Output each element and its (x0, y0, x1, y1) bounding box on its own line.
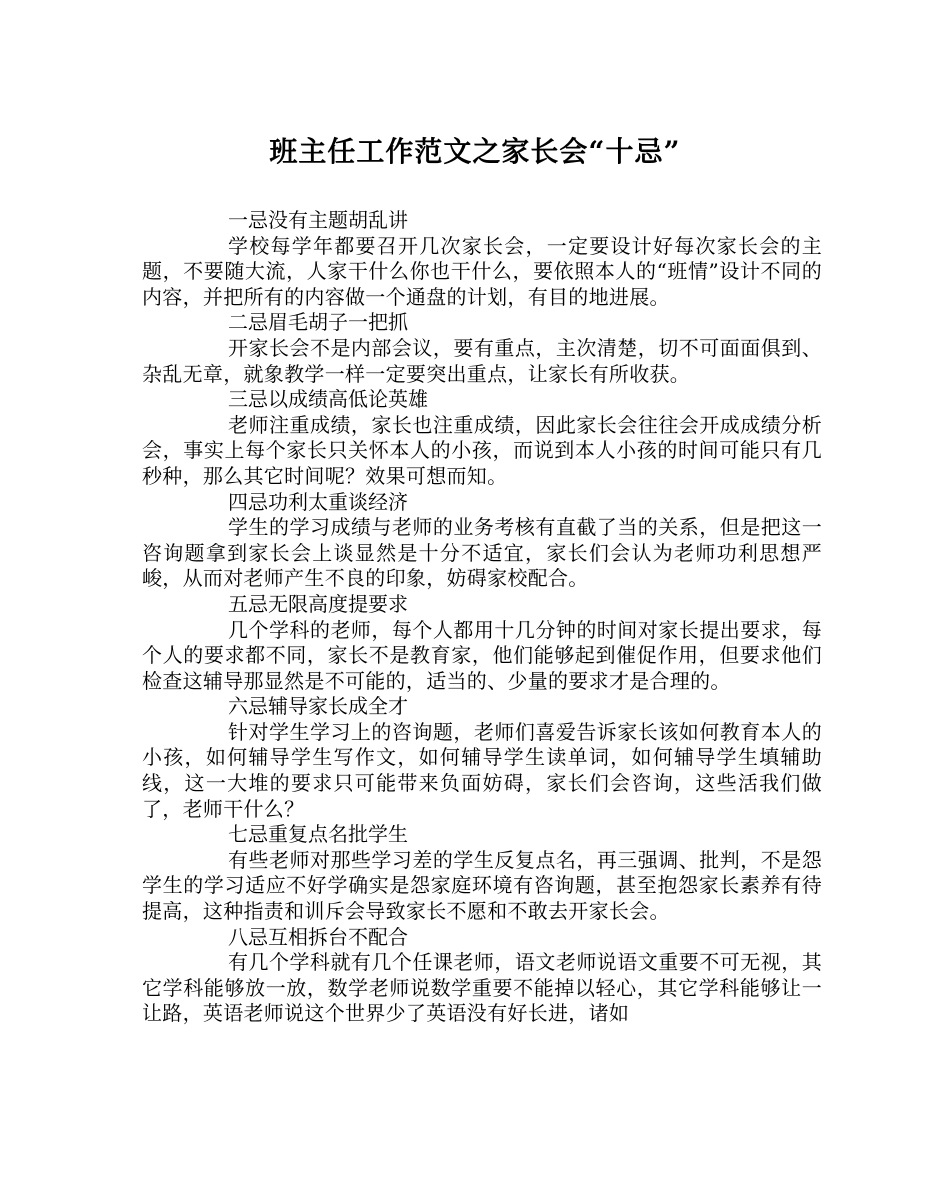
section-paragraph: 开家长会不是内部会议，要有重点，主次清楚，切不可面面俱到、杂乱无章，就象教学一样一定要突出重点，让家长有所收获。 (142, 335, 822, 386)
section-paragraph: 老师注重成绩，家长也注重成绩，因此家长会往往会开成成绩分析会，事实上每个家长只关怀本人的小孩，而说到本人小孩的时间可能只有几秒种，那么其它时间呢？效果可想而知。 (142, 412, 822, 488)
section-heading: 八忌互相拆台不配合 (228, 924, 408, 949)
section-paragraph: 学校每学年都要召开几次家长会，一定要设计好每次家长会的主题，不要随大流，人家干什么你也干什么，要依照本人的“班情”设计不同的内容，并把所有的内容做一个通盘的计划，有目的地进展。 (142, 233, 822, 309)
section-heading: 二忌眉毛胡子一把抓 (228, 310, 408, 335)
section-heading: 六忌辅导家长成全才 (228, 694, 408, 719)
section-paragraph: 学生的学习成绩与老师的业务考核有直截了当的关系，但是把这一咨询题拿到家长会上谈显然是十分不适宜，家长们会认为老师功利思想严峻，从而对老师产生不良的印象，妨碍家校配合。 (142, 515, 822, 591)
section-heading: 四忌功利太重谈经济 (228, 489, 408, 514)
section-paragraph: 有些老师对那些学习差的学生反复点名，再三强调、批判，不是怨学生的学习适应不好学确实是怨家庭环境有咨询题，甚至抱怨家长素养有待提高，这种指责和训斥会导致家长不愿和不敢去开家长会。 (142, 847, 822, 924)
section-heading: 五忌无限高度提要求 (228, 591, 408, 616)
section-paragraph: 几个学科的老师，每个人都用十几分钟的时间对家长提出要求，每个人的要求都不同，家长不是教育家，他们能够起到催促作用，但要求他们检查这辅导那显然是不可能的，适当的、少量的要求才是合理的。 (142, 617, 822, 693)
document-title: 班主任工作范文之家长会“十忌” (269, 135, 681, 168)
section-heading: 一忌没有主题胡乱讲 (228, 208, 408, 232)
section-heading: 三忌以成绩高低论英雄 (228, 387, 428, 412)
section-paragraph: 针对学生学习上的咨询题，老师们喜爱告诉家长该如何教育本人的小孩，如何辅导学生写作文，如何辅导学生读单词，如何辅导学生填辅助线，这一大堆的要求只可能带来负面妨碍，家长们会咨询，这些活我们做了，老师干什么？ (142, 719, 822, 821)
section-heading: 七忌重复点名批学生 (228, 822, 408, 847)
document-body (142, 208, 822, 1027)
section-paragraph: 有几个学科就有几个任课老师，语文老师说语文重要不可无视，其它学科能够放一放，数学老师说数学重要不能掉以轻心，其它学科能够让一让路，英语老师说这个世界少了英语没有好长进，诸如 (142, 950, 822, 1026)
